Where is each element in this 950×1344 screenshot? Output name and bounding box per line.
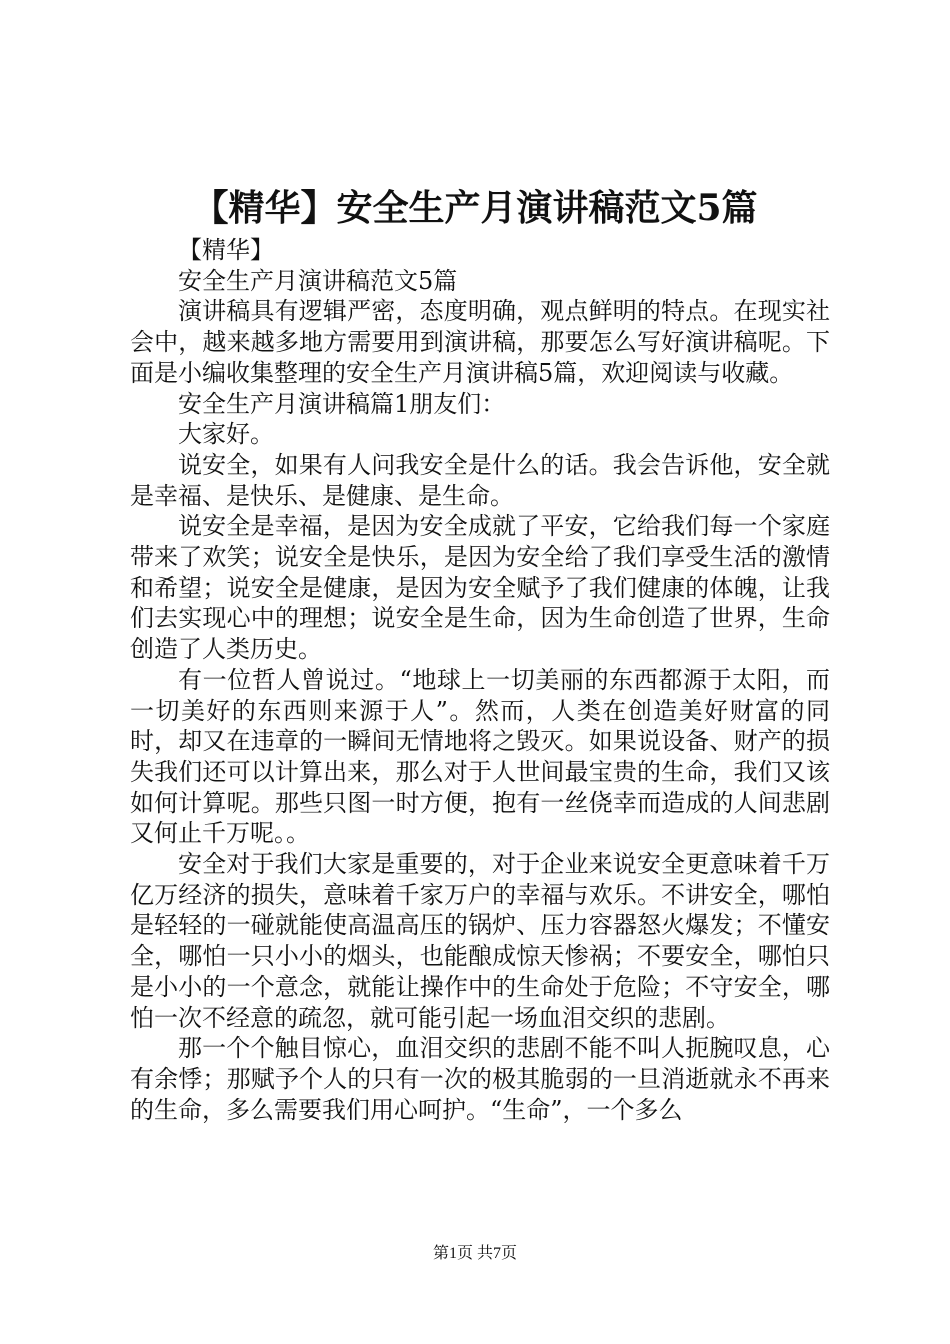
paragraph-body: 说安全是幸福，是因为安全成就了平安，它给我们每一个家庭带来了欢笑；说安全是快乐，是因为安全给了我们享受生活的激情和希望；说安全是健康，是因为安全赋予了我们健康的体魄，让我们去实现心中的理想；说安全是生命，因为生命创造了世界，生命创造了人类历史。 (130, 512, 830, 664)
document-title: 【精华】安全生产月演讲稿范文5篇 (192, 187, 758, 229)
paragraph-greeting: 大家好。 (178, 420, 274, 449)
page-footer: 第1页 共7页 (432, 1245, 517, 1262)
paragraph-body: 说安全，如果有人问我安全是什么的话。我会告诉他，安全就是幸福、是快乐、是健康、是生命。 (130, 450, 830, 510)
paragraph-tag: 【精华】 (178, 236, 274, 264)
paragraph-body: 有一位哲人曾说过。“地球上一切美丽的东西都源于太阳，而一切美好的东西则来源于人”。然而，人类在创造美好财富的同时，却又在违章的一瞬间无情地将之毁灭。如果说设备、财产的损失我们还可以计算出来，那么对于人世间最宝贵的生命，我们又该如何计算呢。那些只图一时方便，抱有一丝侥幸而造成的人间悲剧又何止千万呢。。 (130, 665, 830, 848)
paragraph-body: 那一个个触目惊心，血泪交织的悲剧不能不叫人扼腕叹息，心有余悸；那赋予个人的只有一次的极其脆弱的一旦消逝就永不再来的生命，多么需要我们用心呵护。“生命”，一个多么 (130, 1034, 830, 1124)
paragraph-speech-heading: 安全生产月演讲稿篇1朋友们： (178, 389, 506, 418)
paragraph-intro: 演讲稿具有逻辑严密，态度明确，观点鲜明的特点。在现实社会中，越来越多地方需要用到演讲稿，那要怎么写好演讲稿呢。下面是小编收集整理的安全生产月演讲稿5篇，欢迎阅读与收藏。 (130, 297, 830, 387)
paragraph-body: 安全对于我们大家是重要的，对于企业来说安全更意味着千万亿万经济的损失，意味着千家万户的幸福与欢乐。不讲安全，哪怕是轻轻的一碰就能使高温高压的锅炉、压力容器怒火爆发；不懂安全，哪怕一只小小的烟头，也能酿成惊天惨祸；不要安全，哪怕只是小小的一个意念，就能让操作中的生命处于危险；不守安全，哪怕一次不经意的疏忽，就可能引起一场血泪交织的悲剧。 (130, 850, 830, 1032)
paragraph-subtitle: 安全生产月演讲稿范文5篇 (178, 266, 458, 295)
document-body (130, 235, 830, 1125)
